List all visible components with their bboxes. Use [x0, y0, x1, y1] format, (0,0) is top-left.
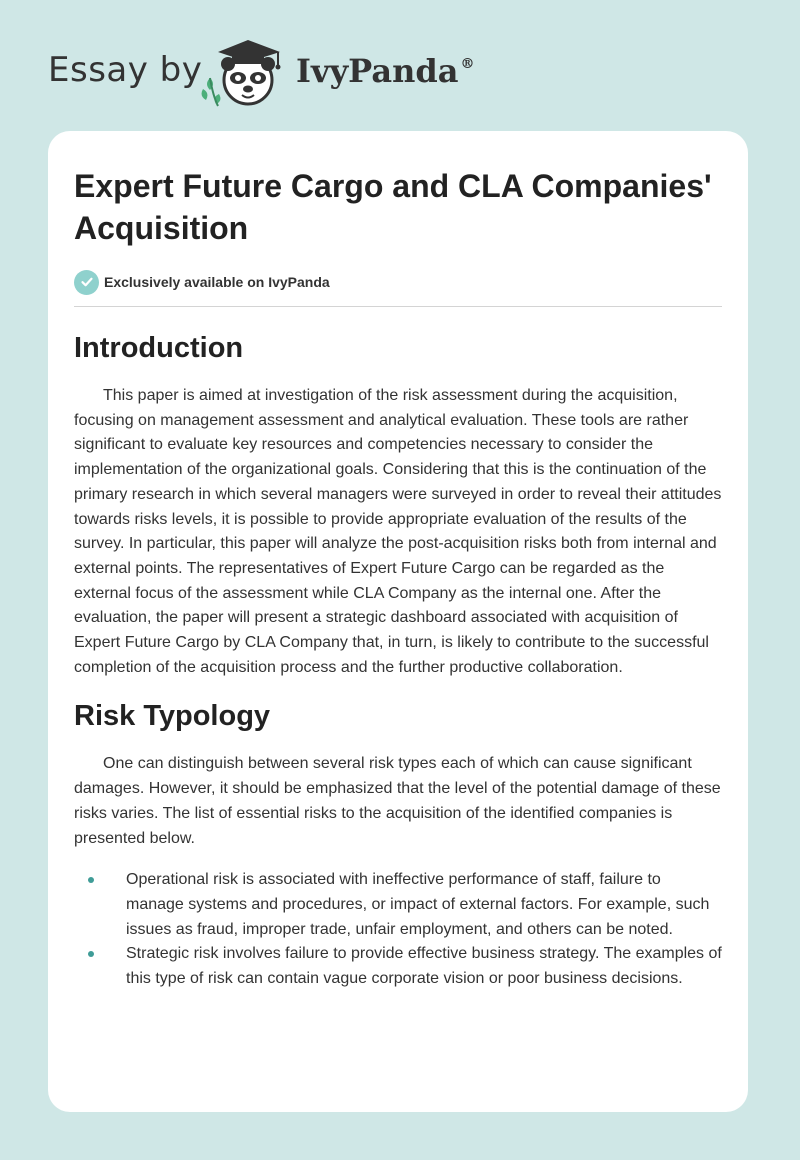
essay-content — [74, 165, 722, 992]
bullet-icon — [88, 951, 94, 957]
list-item — [74, 868, 722, 942]
risk-typology-paragraph: One can distinguish between several risk types each of which can cause significant damages. However, it should be emphasized that the level of the potential damage of these risks varies. The list of essential risks to the acquisition of the identified companies is presented below. — [74, 755, 721, 847]
risk-list — [74, 868, 722, 992]
essay-card — [48, 131, 748, 1112]
list-item-text: Operational risk is associated with ineffective performance of staff, failure to manage systems and procedures, or impact of external factors. For example, such issues as fraud, improper trade, unfair employment, and others can be noted. — [126, 871, 710, 938]
section-heading-introduction: Introduction — [74, 332, 244, 364]
bullet-icon — [88, 877, 94, 883]
list-item — [74, 942, 722, 991]
exclusive-badge — [74, 269, 722, 295]
brand-name[interactable] — [296, 52, 474, 90]
check-icon — [74, 270, 99, 295]
site-header — [0, 0, 800, 130]
brand-name-text: IvyPanda — [296, 52, 459, 90]
registered-mark: ® — [460, 56, 475, 72]
introduction-paragraph: This paper is aimed at investigation of the risk assessment during the acquisition, focusing on management assessment and analytical evaluation. These tools are rather significant to evaluate key resources and competencies necessary to consider the implementation of the organizational goals. Considering that this is the continuation of the primary research in which several managers were surveyed in order to reveal their attitudes towards risks levels, it is possible to provide appropriate evaluation of the results of the survey. In particular, this paper will analyze the post-acquisition risks both from internal and external points. The representatives of Expert Future Cargo can be regarded as the external focus of the assessment while CLA Company as the internal one. After the evaluation, the paper will present a strategic dashboard associated with acquisition of Expert Future Cargo by CLA Company that, in turn, is likely to contribute to the successful completion of the acquisition process and the further productive collaboration. — [74, 387, 722, 676]
ivypanda-logo-icon[interactable] — [200, 34, 292, 110]
essay-title: Expert Future Cargo and CLA Companies' Acquisition — [74, 168, 712, 246]
section-heading-risk-typology: Risk Typology — [74, 700, 271, 733]
essay-by-label: Essay by — [48, 50, 203, 90]
title-divider — [74, 306, 722, 307]
exclusive-label: Exclusively available on IvyPanda — [104, 274, 330, 290]
list-item-text: Strategic risk involves failure to provide effective business strategy. The examples of this type of risk can contain vague corporate vision or poor business decisions. — [126, 945, 722, 988]
